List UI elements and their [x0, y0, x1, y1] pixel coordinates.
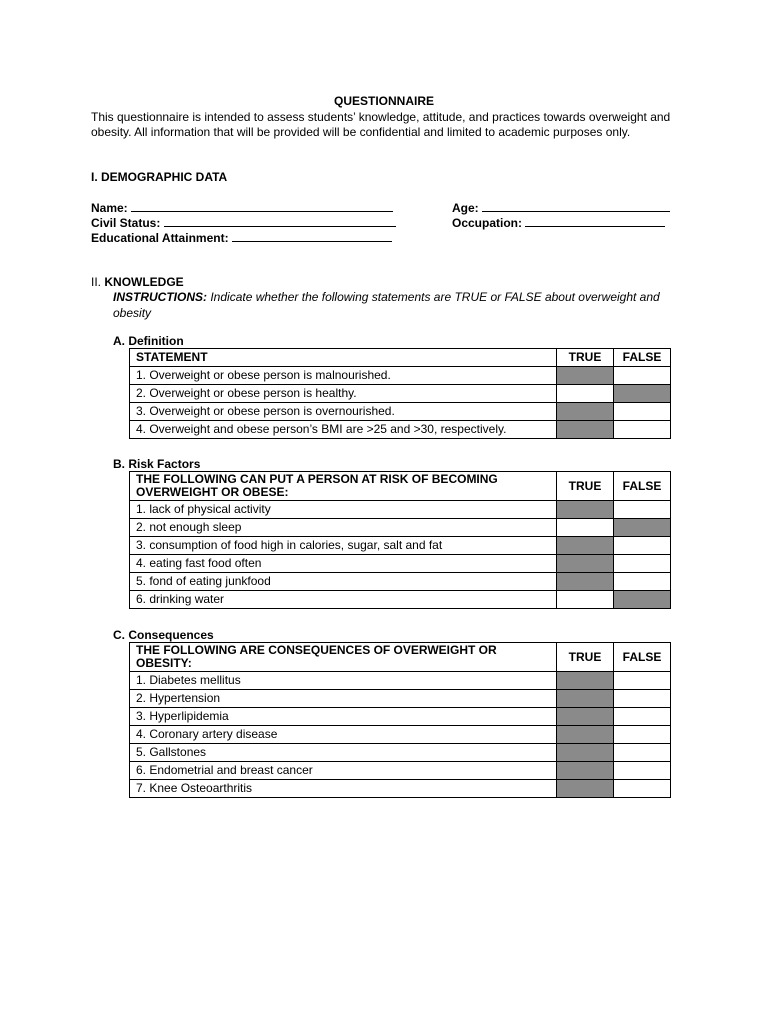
false-answer-cell[interactable] — [614, 519, 671, 537]
true-answer-cell[interactable] — [557, 672, 614, 690]
table-row — [130, 708, 671, 726]
table-row — [130, 501, 671, 519]
true-answer-cell[interactable] — [557, 780, 614, 798]
table-row — [130, 519, 671, 537]
statement-cell: 2. not enough sleep — [130, 519, 557, 537]
true-answer-cell[interactable] — [557, 573, 614, 591]
false-answer-cell[interactable] — [614, 744, 671, 762]
true-header: TRUE — [557, 349, 614, 367]
table-row — [130, 537, 671, 555]
table-row — [130, 762, 671, 780]
name-field[interactable] — [91, 200, 393, 215]
page-title: QUESTIONNAIRE — [333, 94, 434, 108]
civil-status-input-line[interactable] — [164, 215, 396, 227]
name-label: Name: — [91, 201, 128, 215]
false-answer-cell[interactable] — [614, 537, 671, 555]
statement-header: STATEMENT — [130, 349, 557, 367]
false-answer-cell[interactable] — [614, 385, 671, 403]
education-input-line[interactable] — [232, 230, 392, 242]
civil-status-label: Civil Status: — [91, 216, 161, 230]
occupation-input-line[interactable] — [525, 215, 665, 227]
table-row — [130, 555, 671, 573]
age-field[interactable] — [452, 200, 670, 215]
table-row — [130, 780, 671, 798]
knowledge-heading-text: KNOWLEDGE — [104, 275, 184, 289]
false-answer-cell[interactable] — [614, 708, 671, 726]
consequences-subheading: C. Consequences — [113, 628, 214, 642]
knowledge-heading — [91, 275, 184, 289]
table-row — [130, 573, 671, 591]
statement-cell: 5. fond of eating junkfood — [130, 573, 557, 591]
table-row — [130, 591, 671, 609]
true-answer-cell[interactable] — [557, 537, 614, 555]
education-field[interactable] — [91, 230, 392, 245]
definition-table — [129, 348, 671, 439]
false-header: FALSE — [614, 643, 671, 672]
statement-cell: 6. drinking water — [130, 591, 557, 609]
knowledge-heading-prefix: II. — [91, 275, 102, 289]
civil-status-field[interactable] — [91, 215, 396, 230]
false-answer-cell[interactable] — [614, 555, 671, 573]
statement-cell: 1. Diabetes mellitus — [130, 672, 557, 690]
true-answer-cell[interactable] — [557, 367, 614, 385]
statement-cell: 4. Coronary artery disease — [130, 726, 557, 744]
false-header: FALSE — [614, 472, 671, 501]
false-answer-cell[interactable] — [614, 421, 671, 439]
true-answer-cell[interactable] — [557, 555, 614, 573]
true-answer-cell[interactable] — [557, 403, 614, 421]
occupation-field[interactable] — [452, 215, 665, 230]
true-answer-cell[interactable] — [557, 501, 614, 519]
age-input-line[interactable] — [482, 200, 670, 212]
statement-cell: 3. Overweight or obese person is overnourished. — [130, 403, 557, 421]
statement-cell: 6. Endometrial and breast cancer — [130, 762, 557, 780]
instructions-label: INSTRUCTIONS: — [113, 290, 207, 304]
true-answer-cell[interactable] — [557, 690, 614, 708]
risk-factors-table — [129, 471, 671, 609]
table-row — [130, 726, 671, 744]
statement-cell: 3. consumption of food high in calories, sugar, salt and fat — [130, 537, 557, 555]
risk-factors-subheading: B. Risk Factors — [113, 457, 201, 471]
statement-cell: 2. Overweight or obese person is healthy. — [130, 385, 557, 403]
true-header: TRUE — [557, 643, 614, 672]
true-answer-cell[interactable] — [557, 762, 614, 780]
instructions — [113, 289, 673, 321]
table-header-row — [130, 472, 671, 501]
statement-cell: 1. Overweight or obese person is malnourished. — [130, 367, 557, 385]
table-header-row — [130, 643, 671, 672]
false-header: FALSE — [614, 349, 671, 367]
statement-cell: 1. lack of physical activity — [130, 501, 557, 519]
table-row — [130, 672, 671, 690]
false-answer-cell[interactable] — [614, 726, 671, 744]
false-answer-cell[interactable] — [614, 591, 671, 609]
true-answer-cell[interactable] — [557, 708, 614, 726]
true-header: TRUE — [557, 472, 614, 501]
false-answer-cell[interactable] — [614, 690, 671, 708]
true-answer-cell[interactable] — [557, 726, 614, 744]
table-row — [130, 403, 671, 421]
false-answer-cell[interactable] — [614, 780, 671, 798]
true-answer-cell[interactable] — [557, 591, 614, 609]
consequences-table — [129, 642, 671, 798]
statement-cell: 3. Hyperlipidemia — [130, 708, 557, 726]
false-answer-cell[interactable] — [614, 672, 671, 690]
instructions-text: Indicate whether the following statements are TRUE or FALSE about overweight and obesity — [113, 290, 660, 320]
false-answer-cell[interactable] — [614, 367, 671, 385]
statement-cell: 2. Hypertension — [130, 690, 557, 708]
intro-paragraph: This questionnaire is intended to assess students’ knowledge, attitude, and practices towards overweight and obesity. All information that will be provided will be confidential and limited to academic purposes only. — [91, 110, 671, 139]
education-label: Educational Attainment: — [91, 231, 229, 245]
true-answer-cell[interactable] — [557, 385, 614, 403]
table-row — [130, 690, 671, 708]
statement-cell: 4. Overweight and obese person’s BMI are >25 and >30, respectively. — [130, 421, 557, 439]
statement-cell: 5. Gallstones — [130, 744, 557, 762]
false-answer-cell[interactable] — [614, 762, 671, 780]
true-answer-cell[interactable] — [557, 744, 614, 762]
statement-header: THE FOLLOWING ARE CONSEQUENCES OF OVERWEIGHT OR OBESITY: — [130, 643, 557, 672]
true-answer-cell[interactable] — [557, 519, 614, 537]
statement-header: THE FOLLOWING CAN PUT A PERSON AT RISK OF BECOMING OVERWEIGHT OR OBESE: — [130, 472, 557, 501]
occupation-label: Occupation: — [452, 216, 523, 230]
table-row — [130, 421, 671, 439]
name-input-line[interactable] — [131, 200, 393, 212]
false-answer-cell[interactable] — [614, 573, 671, 591]
false-answer-cell[interactable] — [614, 403, 671, 421]
statement-cell: 4. eating fast food often — [130, 555, 557, 573]
false-answer-cell[interactable] — [614, 501, 671, 519]
table-row — [130, 367, 671, 385]
definition-subheading: A. Definition — [113, 334, 184, 348]
table-header-row — [130, 349, 671, 367]
age-label: Age: — [452, 201, 479, 215]
demographic-heading: I. DEMOGRAPHIC DATA — [91, 170, 228, 184]
statement-cell: 7. Knee Osteoarthritis — [130, 780, 557, 798]
table-row — [130, 744, 671, 762]
table-row — [130, 385, 671, 403]
true-answer-cell[interactable] — [557, 421, 614, 439]
